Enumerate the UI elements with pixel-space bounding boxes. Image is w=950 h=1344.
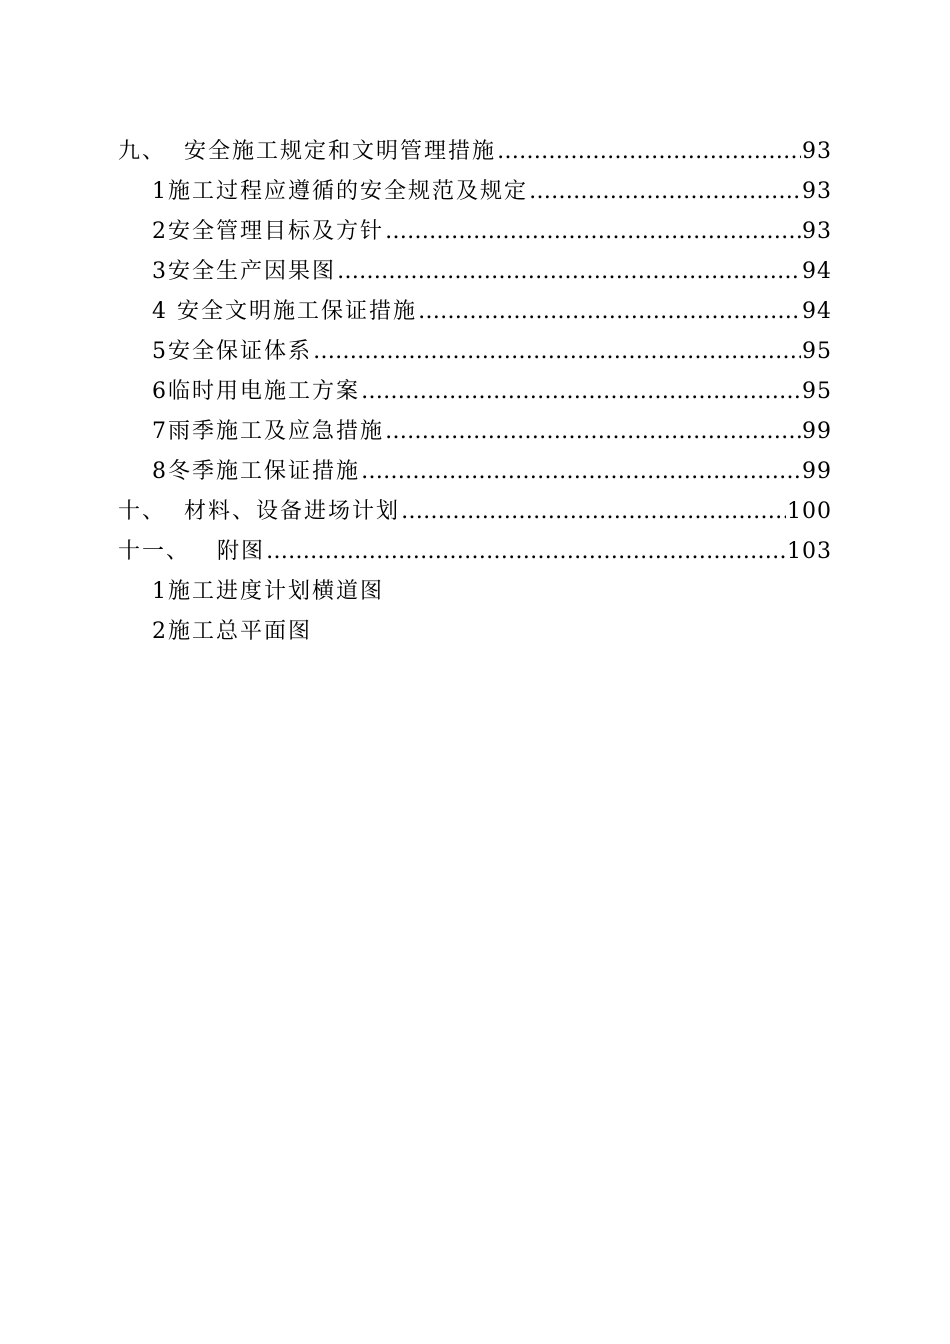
toc-entry-label: 1施工过程应遵循的安全规范及规定 [152, 179, 528, 204]
toc-entry-9-6[interactable] [118, 372, 832, 412]
toc-page-number: 93 [802, 219, 832, 244]
toc-entry-section-9[interactable] [118, 132, 832, 172]
toc-dot-leader [337, 252, 801, 292]
toc-entry-label: 3安全生产因果图 [152, 259, 336, 284]
toc-dot-leader [385, 412, 801, 452]
toc-page-number: 103 [787, 539, 832, 564]
toc-page-number: 99 [802, 459, 832, 484]
toc-page-number: 94 [802, 299, 832, 324]
toc-entry-9-4[interactable] [118, 292, 832, 332]
toc-dot-leader [385, 212, 801, 252]
toc-dot-leader [361, 372, 801, 412]
toc-entry-label: 8冬季施工保证措施 [152, 459, 360, 484]
toc-dot-leader [401, 492, 786, 532]
toc-entry-9-3[interactable] [118, 252, 832, 292]
toc-dot-leader [529, 172, 801, 212]
toc-entry-9-8[interactable] [118, 452, 832, 492]
toc-entry-11-2[interactable] [118, 612, 832, 652]
toc-entry-label: 7雨季施工及应急措施 [152, 419, 384, 444]
toc-entry-label: 1施工进度计划横道图 [152, 579, 384, 604]
toc-entry-label: 2安全管理目标及方针 [152, 219, 384, 244]
toc-entry-label: 6临时用电施工方案 [152, 379, 360, 404]
toc-entry-label: 九、 安全施工规定和文明管理措施 [118, 139, 496, 164]
toc-page-number: 95 [802, 339, 832, 364]
toc-dot-leader [266, 532, 786, 572]
toc-entry-section-11[interactable] [118, 532, 832, 572]
toc-entry-9-5[interactable] [118, 332, 832, 372]
toc-entry-9-7[interactable] [118, 412, 832, 452]
toc-page-number: 94 [802, 259, 832, 284]
toc-entry-9-1[interactable] [118, 172, 832, 212]
toc-page-number: 99 [802, 419, 832, 444]
toc-page-number: 100 [787, 499, 832, 524]
toc-page-number: 95 [802, 379, 832, 404]
toc-entry-label: 十一、 附图 [118, 539, 265, 564]
toc-entry-label: 十、 材料、设备进场计划 [118, 499, 400, 524]
toc-entry-11-1[interactable] [118, 572, 832, 612]
toc-page-number: 93 [802, 139, 832, 164]
toc-dot-leader [313, 332, 801, 372]
toc-page-number: 93 [802, 179, 832, 204]
toc-entry-label: 4 安全文明施工保证措施 [152, 299, 417, 324]
toc-dot-leader [497, 132, 801, 172]
toc-entry-label: 5安全保证体系 [152, 339, 312, 364]
toc-entry-section-10[interactable] [118, 492, 832, 532]
table-of-contents [118, 132, 832, 652]
toc-entry-9-2[interactable] [118, 212, 832, 252]
toc-entry-label: 2施工总平面图 [152, 619, 312, 644]
toc-dot-leader [361, 452, 801, 492]
toc-dot-leader [418, 292, 801, 332]
